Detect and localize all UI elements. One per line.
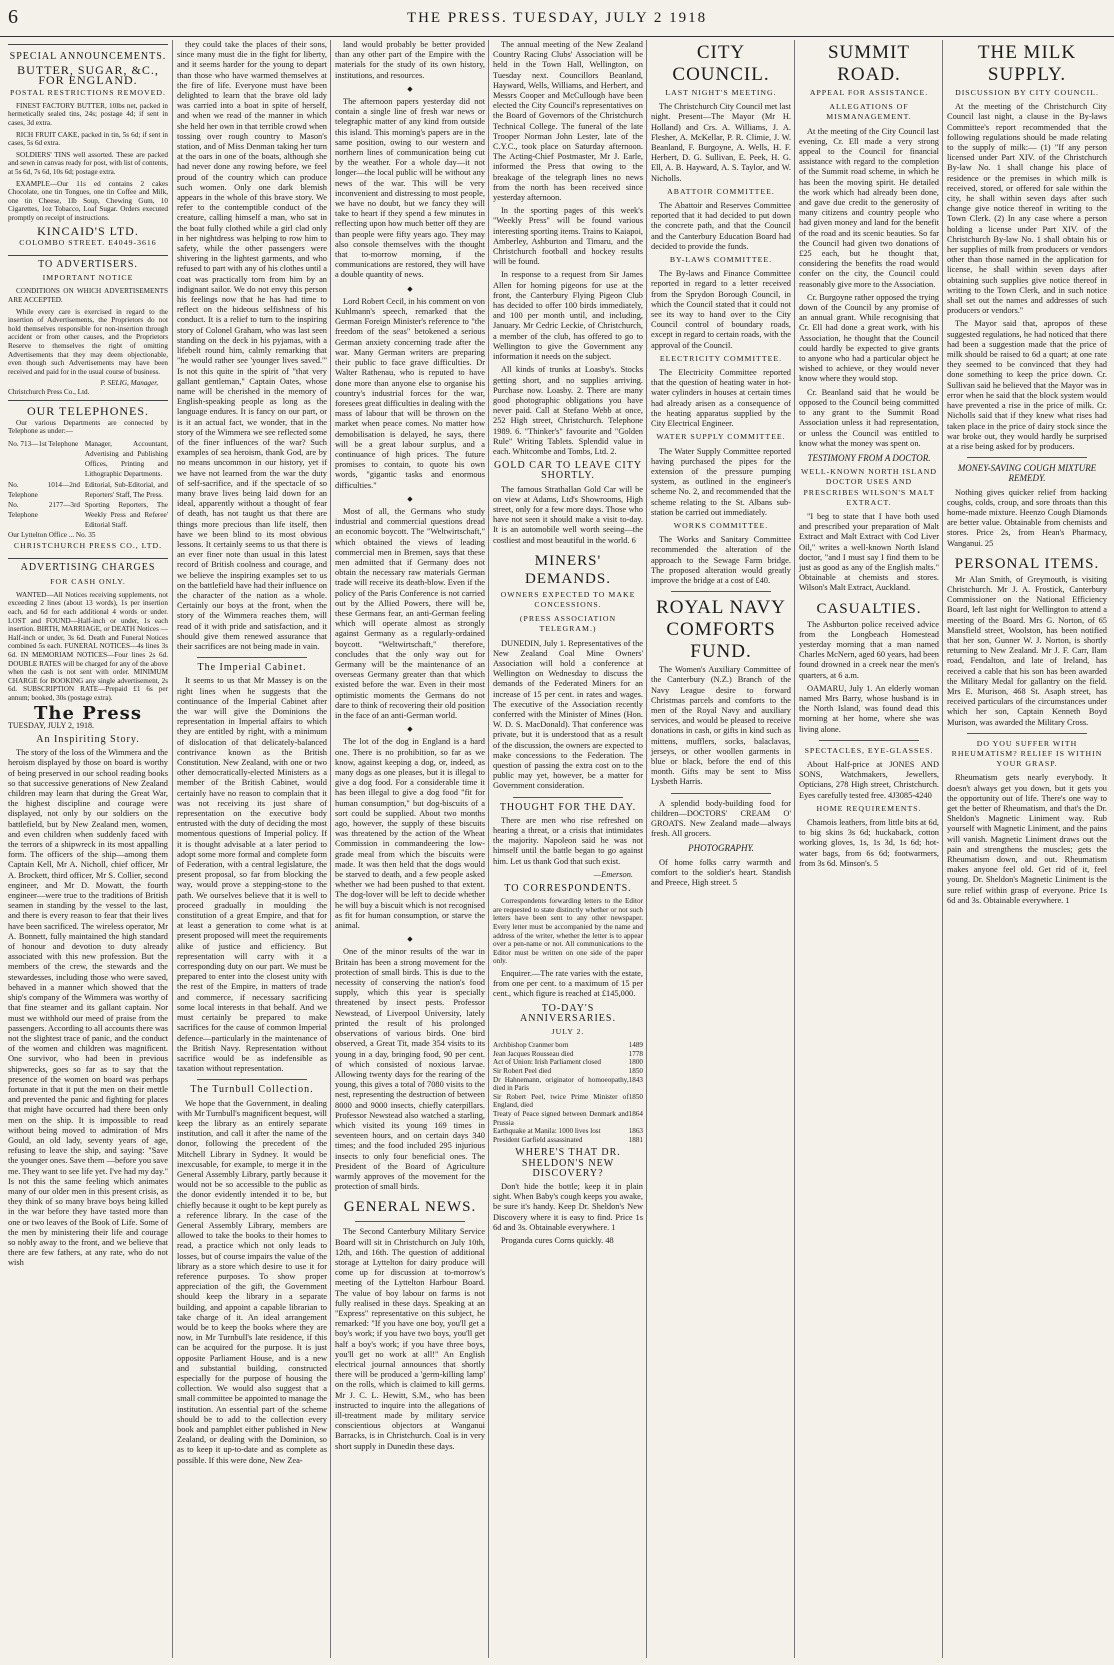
telephone-department: Editorial, Sub-Editorial, and Reporters' Staff, The Press. <box>84 480 168 499</box>
thought-heading: THOUGHT FOR THE DAY. <box>499 801 637 813</box>
personal-items-heading: PERSONAL ITEMS. <box>954 555 1100 572</box>
telephone-department: Sporting Reporters, The Weekly Press and Referee' Editorial Staff. <box>84 501 168 530</box>
photography-text: Of home folks carry warmth and comfort to the soldier's heart. Standish and Preece, High street. 5 <box>651 857 791 887</box>
imperial-cabinet-text: It seems to us that Mr Massey is on the right lines when he suggests that the continuance of the Imperial Cabinet after the war will give the Dominions the representation in Imperial affairs to which they are entitled by right, with a minimum of dislocation of that delicately-balanced contrivance known as the British Constitution. New Zealand, with one or two other democratically-elected Ministers as a member of the British Cabinet, would certainly have no reason to complain that it was not receiving its just share of representation on the executive body entrusted with the duty of deciding the most momentous questions of Imperial policy. If it is thought advisable at a later period to adopt some more formal and complete form of Federation, with a central legislature, the present proposal, so far from blocking the way, would prove a stepping-stone to the path. We ourselves believe that it is well to proceed gradually in moulding the constitution of a great Empire, and that for at least a generation to come what is at present proposed will meet the requirements alike of justice and efficiency. But representation will carry with it a corresponding duty on our part. We must be prepared to enter into the closest unity with the rest of the Empire, in matters of trade and commerce, if necessary sacrificing some local interests in that behalf. And we must certainly be prepared to make sacrifices for the cause of common Imperial defence—particularly in the maintenance of the British Navy. Representation without sacrifice would be as indefensible as taxation without representation. <box>177 676 327 1074</box>
col4-text-a: The annual meeting of the New Zealand Country Racing Clubs' Association will be held in the Town Hall, Wellington, on Tuesday next. Councillors Beanland, Hayward, Wells, Williams, and Herbert, and Messrs Cooper and McCullough have been elected the City Council's representatives on the Board of Governors of the Christchurch Technical College. The funeral of the late Trooper Norman John Lester, late of the C.Y.C., took place on Saturday afternoon. The Acting-Chief Postmaster, Mr J. Earle, informed the Press that owing to the breakage of the telegraph lines no news from the north has been received since yesterday afternoon. <box>493 40 643 203</box>
telephones-heading: OUR TELEPHONES. <box>26 404 150 419</box>
col3-text-a: land would probably be better provided than any other part of the Empire with the materials for the study of its own history, institutions, and resources. <box>335 40 485 80</box>
anniversary-row <box>493 1127 643 1136</box>
summit-road-subheading: APPEAL FOR ASSISTANCE. <box>809 88 929 97</box>
anniversaries-list <box>493 1041 643 1144</box>
oamaru-text: OAMARU, July 1. An elderly woman named Mrs Barry, whose husband is in the North Island, was found dead this morning at her home, where she was living alone. <box>799 683 939 734</box>
kincaid-name: KINCAID'S LTD. <box>37 223 139 238</box>
divider <box>819 740 919 741</box>
column-1 <box>8 40 168 1658</box>
milk-supply-text-b: The Mayor said that, apropos of these suggested regulations, he had noticed that there had been a suggestion made that the price of milk should be raised to 6d a quart; at one rate they seemed to be convinced that they had done something to keep the price down. Cr. Sullivan said he believed that the Mayor was in error when he said that the block system would have prevented a rise in the price of milk. Cr. Nicholls said that if they knew what rises had taken place in the price of dairy stock since the war broke out, they would hardly be surprised at a rise being asked for by producers. <box>947 319 1107 451</box>
turnbull-collection-heading: The Turnbull Collection. <box>190 1084 314 1096</box>
summit-road-subheading-2: ALLEGATIONS OF MISMANAGEMENT. <box>826 102 912 122</box>
columns <box>8 40 1108 1660</box>
turnbull-collection-text: We hope that the Government, in dealing with Mr Turnbull's magnificent bequest, will keep the library as an entirely separate institution, and call it after the name of the donor, following the precedent of the Mitchell Library in Sydney. It would be inexcusable, for example, to merge it in the General Assembly Library, partly because it would not be so accessible to the public as the donor evidently intended it to be, but chiefly because it ought to be kept purely as a reference library. In the case of the General Assembly Library, members are allowed to take the books to their homes to read, a practice which not only leads to losses, but of course impairs the value of the library as a store which desire to use it for reference purposes. To show proper appreciation of the gift, the Government should keep the library in a separate building, and appoint a capable librarian to take charge of it. An ideal arrangement would be to keep the books where they are now, in Mr Turnbull's late residence, if this can be acquired for the purpose. It is just opposite Parliament House, and is a new and substantial building, constructed especially for the purpose of housing the collection. We would also suggest that a small committee be appointed to manage the institution. An essential part of the scheme should be to add to the collection every book and pamphlet either published in New Zealand, or dealing with the Dominion, so as to keep it up-to-date and as complete as possible. If this were done, New Zea- <box>177 1098 327 1465</box>
anniversary-year: 1850 <box>628 1066 643 1075</box>
masthead <box>0 0 1114 37</box>
milk-supply-subheading: DISCUSSION BY CITY COUNCIL. <box>955 88 1099 97</box>
imperial-cabinet-heading: The Imperial Cabinet. <box>197 662 307 674</box>
anniversary-event: President Garfield assassinated <box>493 1135 583 1144</box>
testimony-subheading: WELL-KNOWN NORTH ISLAND DOCTOR USES AND PRESCRIBES WILSON'S MALT EXTRACT. <box>801 467 937 507</box>
divider <box>671 591 771 592</box>
masthead-title: THE PRESS. TUESDAY, JULY 2 1918 <box>406 10 708 26</box>
home-requirements-text: Chamois leathers, from little bits at 6d, to big skins 3s 6d; huckaback, cotton working gloves, 1s, 1s 3d, 1s 6d; hot-water bags, from 6s 6d; footwarmers, from 3s 6d. Minson's. 5 <box>799 818 939 868</box>
divider <box>967 457 1087 458</box>
cough-remedy-heading: MONEY-SAVING COUGH MIXTURE REMEDY. <box>957 463 1097 484</box>
proganda-ad: Proganda cures Corns quickly. 48 <box>501 1235 614 1245</box>
correspondents-heading: TO CORRESPONDENTS. <box>504 883 632 895</box>
manager-signature: P. SELIG, Manager, <box>100 379 158 388</box>
telephone-row <box>8 439 168 480</box>
separator: ◆ <box>407 725 413 734</box>
dateline: TUESDAY, JULY 2, 1918. <box>8 720 95 730</box>
anniversary-year: 1843 <box>628 1075 643 1084</box>
summit-road-text-a: At the meeting of the City Council last evening, Cr. Ell made a very strong appeal to the Council for financial assistance with regard to the completion of the Summit road scheme, in which he has been the moving spirit. He detailed the work which had already been done, and gave due credit to the generosity of many citizens and country people who had given money and land for the benefit of the road and its scenic beauties. So far the Council had given two donations of £25 each, but he thought that, considering the benefits the road would confer on the city, the Council could reasonably give more to the Association. <box>799 126 939 289</box>
abattoir-text: The Abattoir and Reserves Committee reported that it had decided to put down the concrete path, and that the Council and the Canterbury Education Board had decided to provide the funds. <box>651 201 791 251</box>
abattoir-heading: ABATTOIR COMMITTEE. <box>667 186 775 196</box>
col4-text-b: In the sporting pages of this week's "Weekly Press" will be found various interesting sporting items. Trains to Kaiapoi, Amberley, Ashburton and Timaru, and the Christchurch football and hockey results will be found. <box>493 206 643 267</box>
anniversary-event: Jean Jacques Rousseau died <box>493 1049 574 1058</box>
anniversary-event: Earthquake at Manila: 1000 lives lost <box>493 1127 601 1136</box>
rheumatism-text: Rheumatism gets nearly everybody. It doesn't always get you down, but it gets you the opportunity out of life. There's one way to get the better of Rheumatism, and that's the Dr. Sheldon's Magnetic Liniment way. Rub yourself with Magnetic Liniment, and the pains will vanish. Magnetic Liniment draws out the pain and strengthens the muscles; gets the Rheumatism down, and out. Rheumatism makes anyone feel old. Get rid of it, feel young. Dr. Sheldon's Magnetic Liniment is the sure relief within grasp of everyone. Price 1s 6d and 3s. Obtainable everywhere. 1 <box>947 773 1107 905</box>
miners-text: DUNEDIN, July 1. Representatives of the New Zealand Coal Mine Owners' Association will hold a conference at Wellington on Wednesday to discuss the demands of the Federated Miners for an increase of 15 per cent. in rates and wages. The executive of the Association recently conferred with the Minister of Mines (Hon. W. D. S. MacDonald). That conference was private, but it is understood that as a result of the discussion, the owners are expected to make concessions to the Federation. The question of passing the extra cost on to the public may yet, however, be a matter for Government consideration. <box>493 638 643 791</box>
charges-text: WANTED—All Notices receiving supplements, not exceeding 2 lines (about 13 words), 1s per insertion each, and 6d for each additional 4 words or under. LOST and FOUND—Half-inch or under, 1s each insertion. BIRTH, MARRIAGE, or DEATH Notices —Half-inch or under, 3s 6d. Death and Funeral Notices combined 5s each. FUNERAL NOTICES—4s lines 3s 6d. IN MEMORIAM NOTICES—Four lines 2s 6d. DOUBLE RATES will be charged for any of the above when the cash is not sent with order. MINIMUM CHARGE for BOOKING any single advertisement, 2s 6d. SUBSCRIPTION RATE—Prepaid £1 6s per annum; booked, 30s (postage extra). <box>8 590 168 703</box>
gold-car-text: The famous Strathallan Gold Car will be on view at Adams, Ltd's Showrooms, High street, only for a few more days. Those who have not seen it should make a visit to-day. It is an automobile well worth seeing—the costliest and most beautiful in the world. 6 <box>493 484 643 545</box>
anniversary-year: 1778 <box>628 1049 643 1058</box>
testimony-heading: TESTIMONY FROM A DOCTOR. <box>807 452 931 463</box>
electricity-heading: ELECTRICITY COMMITTEE. <box>659 353 783 363</box>
thought-text: There are men who rise refreshed on hearing a threat, or a crisis that intimidates the majority. Napoleon said he was not himself until the battle began to go against him. Let us thank God that such exist. <box>493 815 643 866</box>
general-news-heading: GENERAL NEWS. <box>343 1199 477 1216</box>
press-company-line: Christchurch Press Co., Ltd. <box>8 387 90 396</box>
anniversary-year: 1881 <box>628 1135 643 1144</box>
anniversary-year: 1863 <box>628 1127 643 1136</box>
sheldon-text: Don't hide the bottle; keep it in plain sight. When Baby's cough keeps you awake, be sure it's handy. Keep Dr. Sheldon's New Discovery where it is easy to find. Price 1s 6d and 3s. Obtainable everywhere. 1 <box>493 1181 643 1232</box>
col4-text-c: In response to a request from Sir James Allen for homing pigeons for use at the front, the Canterbury Flying Pigeon Club has decided to offer 100 birds immediately, and 100 per month until, and including, January. Mr Cedric Leckie, of Christchurch, a member of the club, has offered to go to Wellington to give the Government any information it needs on the subject. <box>493 270 643 362</box>
anniversaries-heading: TO-DAY'S ANNIVERSARIES. <box>520 1002 616 1024</box>
separator: ◆ <box>407 284 413 293</box>
anniversary-row <box>493 1050 643 1059</box>
casualties-text: The Ashburton police received advice from the Longbeach Homestead yesterday morning that a man named Charles McNern, aged 60 years, had been found drowned in a creek near the men's quarters, at 6 a.m. <box>799 619 939 680</box>
divider <box>967 733 1087 734</box>
photography-heading: PHOTOGRAPHY. <box>688 843 754 854</box>
special-announcements-heading: SPECIAL ANNOUNCEMENTS. <box>9 51 167 62</box>
separator: ◆ <box>407 935 413 944</box>
summit-road-text-c: Cr. Beanland said that he would be opposed to the Council being committed to any grant to the Summit Road Association unless it had representation, or unless the Council was entitled to know what the money was spent on. <box>799 387 939 448</box>
butter-ad-title: BUTTER, SUGAR, &C., FOR ENGLAND. <box>17 63 159 88</box>
water-supply-text: The Water Supply Committee reported having purchased the pipes for the extension of the pressure pumping system, as outlined in the engineer's scheme No. 2, and recommended that the scheme relating to the St. Albans sub-station be carried out immediately. <box>651 446 791 517</box>
col3-text-f: One of the minor results of the war in Britain has been a strong movement for the protection of small birds. This is due to the necessity of conserving the nation's food supply, which this year is specially threatened by insect pests. Professor Newstead, of Liverpool University, lately printed the result of his prolonged observations of various birds. One bird observed, a Great Tit, made 354 visits to its young in a day, bringing food, 90 per cent. of which consisted of noxious larvae. Allowing twenty days for the rearing of the young, this gives a total of 7080 visits to the nest, representing the destruction of between 8000 and 9000 insects, chiefly caterpillars. Professor Newstead also watched a starling, which visited its young 169 times in seventeen hours, and on certain days 340 times; and the food included 295 injurious insects to only four beneficial ones. The President of the Board of Agriculture warmly approves of the movement for the protection of small birds. <box>335 947 485 1192</box>
anniversary-year: 1850 <box>628 1092 643 1101</box>
cough-remedy-text: Nothing gives quicker relief from hacking coughs, colds, croup, and sore throats than this home-made mixture. Heenzo Cough Diamonds are better value. Obtainable from chemists and stores. Price 2s, from Hean's Pharmacy, Wanganui. 25 <box>947 487 1107 548</box>
anniversary-row <box>493 1076 643 1093</box>
column-4 <box>488 40 643 1658</box>
telephone-department: Manager, Accountant, Advertising and Publishing Offices, Printing and Lithographic Departments. <box>84 439 168 479</box>
col3-text-b: The afternoon papers yesterday did not contain a single line of fresh war news or telegraphic matter of any kind from outside this island. This morning's papers are in the same position, owing to our western and northern lines of communication being cut by the weather. For a whole day—it not longer—the local public will be without any news of the war. This will be very inconvenient and distressing to most people, we have no doubt, but we fancy they will take to heart if they spend a few minutes in reflecting upon how much better off they are than people were fifty years ago. They may also console themselves with the thought that to-morrow morning, if the communications are restored, they will have a double quantity of news. <box>335 97 485 280</box>
telephone-row <box>8 500 168 531</box>
rheumatism-heading: DO YOU SUFFER WITH RHEUMATISM? RELIEF IS WITHIN YOUR GRASP. <box>951 738 1103 769</box>
anniversary-year: 1864 <box>628 1109 643 1118</box>
postal-restrictions: POSTAL RESTRICTIONS REMOVED. <box>10 87 166 97</box>
rich-fruit-cake-text: RICH FRUIT CAKE, packed in tin, 5s 6d; if sent in cases, 5s 6d extra. <box>8 130 168 148</box>
col3-text-d: Most of all, the Germans who study industrial and commercial questions dread an economic boycott. The "Weltwirtschaft," which obtained the views of leading commercial men in Bremen, says that these men admitted that if Germany does not obtain the necessary raw materials German trade will receive its death-blow. Even if the policy of the Paris Conference is not carried out by the Allied Powers, there will be, these Germans fear, an anti-German feeling which will operate almost as strongly against Germany as a regularly-ordained boycott. "Weltwirtschaft," therefore, concludes that the only way out for Germany will be the maintenance of an overseas Germany greater than that which existed before the war. Even in their most optimistic moments the Germans do not dare to think of recovering their old position in the face of an anti-German world. <box>335 506 485 720</box>
anniversary-event: Treaty of Peace signed between Denmark and Prussia <box>493 1109 629 1127</box>
correspondents-text: Correspondents forwarding letters to the Editor are requested to state distinctly whether or not such letters have been sent to any other newspaper. Every letter must be accompanied by the name and address of the writer, whether the letter is to appear over a pen-name or not. All communications to the Editor must be written on one side of the paper only. <box>493 897 643 966</box>
column-5 <box>646 40 791 1658</box>
anniversary-event: Sir Robert Peel, twice Prime Minister of England, died <box>493 1092 629 1110</box>
inspiring-story-text: The story of the loss of the Wimmera and the heroism displayed by those on board is worthy of being preserved in our school reading books so that successive generations of New Zealand children may learn that during the Great War, the highest discipline and courage were displayed, not only by our soldiers on the battlefield, but by New Zealand men, women, and even children when suddenly faced with the terrors of a shipwreck in its most appalling form. The officers of the ship—among them Captain Kell, Mr A. Nicholl, chief officer, Mr A. Brockett, third officer, Mr S. Collier, second engineer, and Mr D. Mowatt, the fourth engineer—were true to the traditions of British seamen in standing by the vessel to the last, and there is every reason to fear that their lives have been sacrificed. The wireless operator, Mr A. Bonnett, fully maintained the high standard of honour and devotion to duty already associated with this new profession. But the members of the crew, the stewards and the stewardesses, including those who were saved, behaved in a manner which showed that the ship's company of the Wimmera was worthy of that fine steamer and its gallant captain. Nor must we withhold our meed of praise from the passengers. According to all accounts there was not the slightest trace of panic, and the conduct of the women and children was magnificent. One survivor, who had been in previous shipwrecks, goes so far as to say that the presence of the women on board was perhaps fortunate in that it put the men on their mettle and prevented the panic and fighting for places that might have occurred had there been only men on the ship. It is impossible to read without being moved to admiration of Mrs Gould, an old lady, seventy years of age, refusing to leave the ship, and saying: "Save the younger ones. Save them —before you save me. They want to see life yet. I've had my day." Is not this the same feeling which animates many of our older men in this present crisis, as they think of so many brave boys being killed in the war before they have tasted more than one or two leaves of the Book of Life. Some of the men by ministering their life and courage so nobly away to the front, and we believe that there are few fathers, at any rate, who do not wish <box>8 748 168 1268</box>
home-requirements-heading: HOME REQUIREMENTS. <box>816 803 922 813</box>
anniversaries-date: JULY 2. <box>551 1027 585 1036</box>
miners-demands-heading: MINERS' DEMANDS. <box>525 552 611 587</box>
col3-text-c: Lord Robert Cecil, in his comment on von Kuhlmann's speech, remarked that the German Foreign Minister's reference to "the freedom of the seas" betokened a serious German anxiety concerning trade after the war. Many German writers are preparing their public to face grave difficulties. Dr Walter Rathenau, who is reputed to have done more than anyone else to organise his country's industrial forces for the war, foresees great difficulties in dealing with the mass of labour that will be thrown on the market when peace comes. No matter how demobilisation is delayed, he says, there will be a great labour surplus, and a continuance of high prices. The future promises to contain, to quote his own words, "gigantic tasks and enormous difficulties." <box>335 296 485 490</box>
example-text: EXAMPLE—Our 11s ed contains 2 cakes Chocolate, one tin Tongues, one tin Coffee and Milk, one tin Cheese, 1lb Soup, Chewing Gum, 10 Cigarettes, 1oz Tobacco, Loaf Sugar. Orders executed promptly on receipt of instructions. <box>8 179 168 222</box>
telephones-intro: Our various Departments are connected by Telephone as under:— <box>8 418 168 436</box>
city-council-text: The Christchurch City Council met last night. Present—The Mayor (Mr H. Holland) and Crs. A. Williams, J. A. Flesher, A. McKellar, P. R. Climie, J. W. Beanland, F. Burgoyne, A. Wells, H. F. Herbert, D. G. Sullivan, E. Peek, H. G. Ell, A. B. Hayward, A. S. Taylor, and W. Nicholls. <box>651 102 791 183</box>
milk-supply-heading: THE MILK SUPPLY. <box>977 42 1077 85</box>
telephone-number-label: No. 713—1st Telephone <box>8 439 79 448</box>
kincaid-address: COLOMBO STREET. E4049-3616 <box>19 237 157 247</box>
gold-car-heading: GOLD CAR TO LEAVE CITY SHORTLY. <box>493 460 643 482</box>
inspiring-story-heading: An Inspiriting Story. <box>36 734 140 746</box>
column-3 <box>330 40 485 1658</box>
miners-subheading: OWNERS EXPECTED TO MAKE CONCESSIONS. <box>500 589 636 609</box>
lyttelton-office: Our Lyttelton Office ... No. 35 <box>8 530 96 539</box>
finest-butter-text: FINEST FACTORY BUTTER, 10lbs net, packed in hermetically sealed tins, 24s; postage 4d; if sent in cases, 3d extra. <box>8 101 168 127</box>
page-number: 6 <box>8 6 18 28</box>
works-heading: WORKS COMMITTEE. <box>673 520 769 530</box>
anniversary-row <box>493 1136 643 1145</box>
the-press-logo: The Press <box>34 702 142 724</box>
anniversary-event: Act of Union: Irish Parliament closed <box>493 1058 601 1067</box>
divider <box>513 797 623 798</box>
anniversary-row <box>493 1093 643 1110</box>
press-co-footer: CHRISTCHURCH PRESS CO., LTD. <box>13 541 163 551</box>
casualties-heading: CASUALTIES. <box>816 600 922 617</box>
conditions-text: While every care is exercised in regard to the insertion of Advertisements, the Proprietors do not hold themselves responsible for non-insertion through accident or from other causes, and the Proprietors Reserve to themselves the right of omitting Advertisements that they may deem objectionable, even though such Advertisements may have been received and paid for in the usual course of business. <box>8 307 168 376</box>
anniversary-row <box>493 1041 643 1050</box>
divider <box>355 1221 465 1222</box>
divider <box>197 657 307 658</box>
advertising-charges-heading: ADVERTISING CHARGES <box>20 562 156 574</box>
anniversary-year: 1800 <box>628 1058 643 1067</box>
anniversary-event: Sir Robert Peel died <box>493 1066 552 1075</box>
electricity-text: The Electricity Committee reported that the question of heating water in hot-water cylinders in houses at certain times had already arisen as a consequence of the heating apparatus supplied by the City Electrical Engineer. <box>651 368 791 429</box>
works-text: The Works and Sanitary Committee recommended the alteration of the approach to the Sewage Farm bridge. The proposed alteration would greatly improve the bridge at a cost of £40. <box>651 535 791 585</box>
royal-navy-text: The Women's Auxiliary Committee of the Canterbury (N.Z.) Branch of the Navy League desire to forward Christmas parcels and comforts to the men of the Royal Navy and auxiliary services, and would be pleased to receive donations in cash, or gifts in kind such as mittens, mufflers, socks, balaclavas, jerseys, or other woollen garments in blue or black, before the end of this month. Gifts may be sent to Miss Lysbeth Harris. <box>651 665 791 787</box>
conditions-heading: CONDITIONS ON WHICH ADVERTISEMENTS ARE ACCEPTED. <box>8 287 168 304</box>
water-supply-heading: WATER SUPPLY COMMITTEE. <box>656 432 786 442</box>
bylaws-heading: BY-LAWS COMMITTEE. <box>669 255 773 265</box>
spectacles-heading: SPECTACLES, EYE-GLASSES. <box>804 745 934 755</box>
summit-road-text-b: Cr. Burgoyne rather opposed the trying down of the Council by any promise of an annual grant. While recognising that Cr. Ell had done a great work, with his Association, he thought that the Council could hardly be expected to give grants to anyone who had a particular object he wished to achieve, or they would never know where they would stop. <box>799 292 939 384</box>
col4-text-d: All kinds of trunks at Loasby's. Stocks getting short, and no supplies arriving. Purchase now. Loasby. 2. There are many good photographic obligations you have never paid. Call at Stefano Webb at once, 252 High street, Christchurch. Telephone 1989. 6. "Thinker's" favourite and "Golden Rule" Writing Tablets. Splendid value in each. Whitcombe and Tombs, Ltd. 2. <box>493 365 643 456</box>
thought-author: —Emerson. <box>593 869 633 879</box>
anniversary-event: Archbishop Cranmer born <box>493 1041 569 1050</box>
leader-continued-text: they could take the places of their sons, since many must die in the fight for liberty, and it seems harder for the young to depart than those who have warmed themselves at the fire of life. Everyone must have been delighted to learn that the brave old lady was carried into a boat in spite of herself, and when we read of the manner in which she held her own in that terrible crowd when tossing over rough country to Mason's station, and of Miss Denman taking her turn at the oars in one of the boats, although she had never done any rowing before, we feel proud of the country which can produce such women. Only one dark blemish appears in the whole of this brave story. We refer to the contemptible conduct of the creature, calling himself a man, who sat in the boat fully clothed while a girl clad only in her nightdress was helping to row him to safety, while the other passengers were shivering in the lightest garments, and who refused to part with any of his clothes until a coat was practically torn from him by an indignant sailor. We do not envy this person his feelings now that he has had time to reflect on the hideous selfishness of his conduct. It is a relief to turn to the inspiring story of Colonel Graham, who was last seen standing on the deck in his pyjamas, with a lifebelt round him, calmly remarking that "he would rather see 'younger lives saved.'" Is not this quite in the spirit of "that very gallant gentleman," Captain Oates, whose name will be cherished in the memory of English-speaking people as long as the language endures. It is fancy on our part, or is it an actual fact, we wonder, that in the story of the Wimmera we see reflected some of the finer influences of the war? Such examples of sea heroism, thank God, are by no means uncommon in our history, yet if we have not learned from the war the duty of self-sacrifice, and if the spectacle of so many brave lives being laid down for an ideal, apparently without a thought of fear of death, has not taught us that there are things more precious than life itself, then have we been blind to its most obvious lessons. It certainly seems to us that there is an ever finer note than usual in this latest record of British coolness and courage, and we believe the inspiring examples set to us on the battlefield have had their influence on the character of the nation as a whole. Certainly our boys at the front, when the story of the Wimmera reaches them, will read of it with pride and satisfaction, and it should give them renewed assurance that their sacrifices are not being made in vain. <box>177 40 327 651</box>
soldiers-tins-text: SOLDIERS' TINS well assorted. These are packed and sewn in canvas ready for post, with list of contents, at 5s 6d, 7s 6d, 10s 6d; postage extra. <box>8 150 168 176</box>
cash-only: FOR CASH ONLY. <box>50 576 126 586</box>
col3-text-e: The lot of the dog in England is a hard one. There is no prohibition, so far as we know, against keeping a dog, or, indeed, as many dogs as one pleases, but it is illegal to give a dog food. For a considerable time it has been illegal to give a dog food "fit for human consumption," but dog-biscuits of a sort could be supplied. About two months ago, however, the supply of these biscuits was threatened by the action of the Wheat Commission in commandeering the low-grade meal from which the biscuits were made. It was then held that the dogs would be starved to death, and a few people asked whether we had been pushed to that extent. The dog-lover will be left to decide whether he will buy a biscuit which is not recognised as fit for human consumption, or starve the animal. <box>335 737 485 931</box>
general-news-text: The Second Canterbury Military Service Board will sit in Christchurch on July 10th, 12th, and 16th. The question of additional storage at Lyttelton for dairy produce will come up for discussion at to-morrow's meeting of the Lyttelton Harbour Board. The value of boy labour on farms is not fully realised in these days. Speaking at an "Express" representative on this subject, he remarked: "If you have one boy, you'll get a boy's work; if you have two boys, you'll get half a boy's work; if you have three boys, you'll get no work at all!" An English electrical journal announces that shortly there will be produced a 'germ-killing lamp' on the rolls, which is claimed to kill germs. Mr J. C. L. Hewitt, S.M., who has been instructed to inquire into the allegations of ill-treatment made by military service conscientious objectors at Wanganui Barracks, is in Christchurch. Coal is in very short supply in Dunedin these days. <box>335 1227 485 1451</box>
personal-items-text: Mr Alan Smith, of Greymouth, is visiting Christchurch. Mr J. A. Frostick, Canterbury Commissioner on the National Efficiency Board, left last night for Wellington to attend a meeting of the Board. Mrs G. Norton, of 65 Mansfield street, Woolston, has been notified that her son, Gunner W. J. Norton, is shortly returning to New Zealand. Mr J. F. Carr, Ilam road, Fendalton, and late of Ireland, has received a cable that his son has been awarded the Military Medal for gallantry on the field. Mrs E. Murison, 468 St. Asaph street, has received particulars of the circumstances under which her son, Captain Kenneth Boyd Murison, was awarded the Military Cross. <box>947 574 1107 727</box>
bylaws-text: The By-laws and Finance Committee reported in regard to a letter received from the Sprydon Borough Council, in which the Council stated that it could not see its way to hand over to the City Council control of boundary roads, except in regard to certain roads, with the approval of the Council. <box>651 269 791 350</box>
testimony-text: "I beg to state that I have both used and prescribed your preparation of Malt Extract and Malt Extract with Cod Liver Oil," writes a well-known North Island doctor, "and I must say I find them to be just as good as any of the English malts." Obtainable at chemists and stores. Wilson's Malt Extract, Auckland. <box>799 511 939 593</box>
press-association-line: (PRESS ASSOCIATION TELEGRAM.) <box>519 614 617 634</box>
separator: ◆ <box>407 84 413 93</box>
telephone-number-label: No. 1014—2nd Telephone <box>8 480 80 499</box>
spectacles-text: About Half-price at JONES AND SONS, Watchmakers, Jewellers, Opticians, 278 High street, Christchurch. Eyes carefully tested free. 4J3085-4240 <box>799 759 939 800</box>
anniversary-row <box>493 1067 643 1076</box>
anniversary-row <box>493 1058 643 1067</box>
milk-supply-text-a: At the meeting of the Christchurch City Council last night, a clause in the By-laws Committee's report recommended that the following regulations should be made relating to the supply of milk:— (1) "If any person licensed under Part XIV. of the Christchurch By-law No. 1 shall change his place of residence or the premises in which milk is received, stored, or offered for sale within the city, he shall within seven days after such change give notice thereof in writing to the Town Clerk. (2) In any case where a person holding a license under Part XIV. of the Christchurch By-law No. 1 shall obtain his or her supplies of milk from producers or vendors other than those named in the application for license, he shall within seven days after obtaining such supplies give notice thereof in writing to the Town Clerk, and in such notice shall set out the names and addresses of such producers or vendors." <box>947 102 1107 316</box>
summit-road-heading: SUMMIT ROAD. <box>827 42 910 85</box>
column-2 <box>172 40 327 1658</box>
city-council-heading: CITY COUNCIL. <box>672 42 770 85</box>
enquirer-text: Enquirer.—The rate varies with the estate, from one per cent. to a maximum of 15 per cent., which figure is reached at £145,000. <box>493 968 643 999</box>
city-council-subheading: LAST NIGHT'S MEETING. <box>665 88 777 97</box>
separator: ◆ <box>407 494 413 503</box>
anniversary-event: Dr Hahnemann, originator of homoeopathy, died in Paris <box>493 1075 629 1093</box>
anniversary-year: 1489 <box>628 1041 643 1050</box>
to-advertisers-heading: TO ADVERTISERS. <box>38 258 138 270</box>
telephone-number-label: No. 2177—3rd Telephone <box>8 501 80 520</box>
column-7 <box>942 40 1107 1658</box>
food-ad: A splendid body-building food for children—DOCTORS' CREAM O' GROATS. New Zealand made—always fresh. All grocers. <box>651 798 791 839</box>
important-notice: IMPORTANT NOTICE <box>42 273 134 283</box>
divider <box>671 793 771 794</box>
sheldon-heading: WHERE'S THAT DR. SHELDON'S NEW DISCOVERY? <box>515 1147 621 1179</box>
divider <box>197 1079 307 1080</box>
telephone-row <box>8 480 168 500</box>
royal-navy-heading: ROYAL NAVY COMFORTS FUND. <box>656 597 786 663</box>
telephone-list <box>8 439 168 531</box>
column-6 <box>794 40 939 1658</box>
anniversary-row <box>493 1110 643 1127</box>
